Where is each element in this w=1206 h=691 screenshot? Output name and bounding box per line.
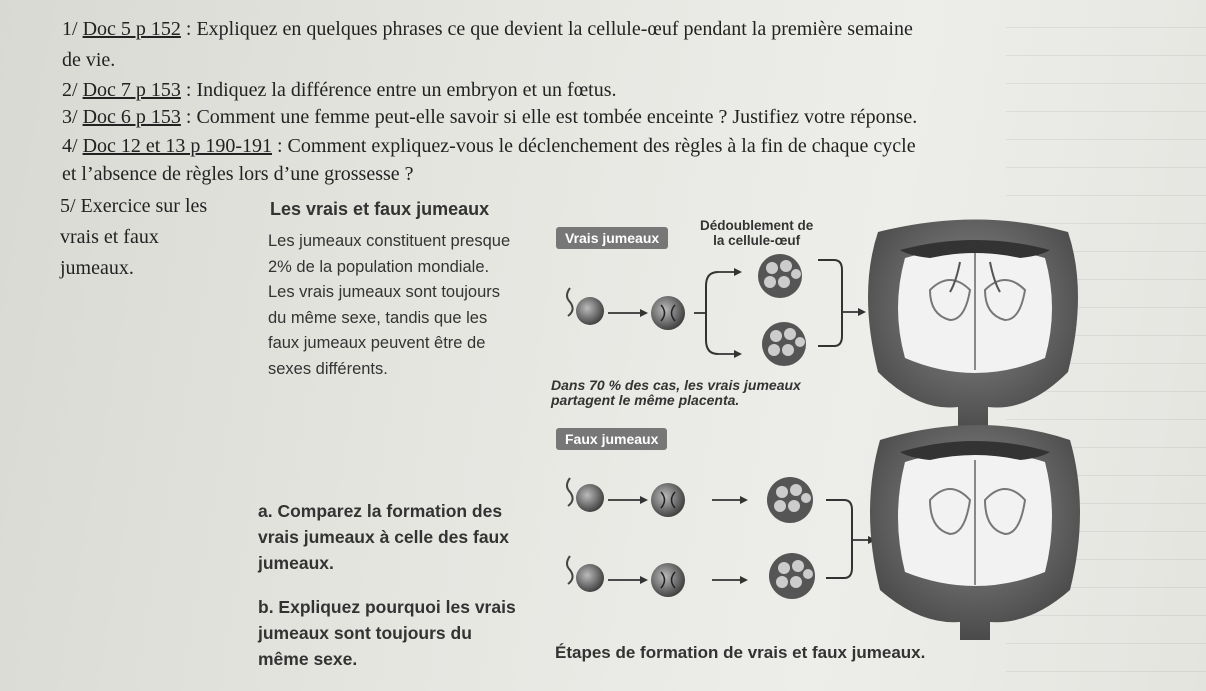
label-egg-split-line1: Dédoublement de bbox=[700, 218, 814, 233]
label-egg-split bbox=[700, 218, 813, 248]
uterus-shared-placenta bbox=[868, 220, 1078, 436]
sperm-tail bbox=[567, 288, 573, 316]
label-fraternal-twins: Faux jumeaux bbox=[556, 428, 667, 450]
question-1-text: : Expliquez en quelques phrases ce que devient la cellule-œuf pendant la première semaine bbox=[180, 18, 913, 40]
split-bracket-left bbox=[706, 272, 718, 354]
label-egg-split-line2: la cellule-œuf bbox=[713, 233, 801, 248]
placenta-note-line1: Dans 70 % des cas, les vrais jumeaux bbox=[551, 377, 801, 393]
placenta-note-line2: partagent le même placenta. bbox=[551, 392, 740, 408]
egg-cell bbox=[576, 297, 604, 325]
question-4-text: : Comment expliquez-vous le déclenchement des règles à la fin de chaque cycle bbox=[271, 135, 916, 157]
question-1-continuation: de vie. bbox=[62, 49, 116, 71]
question-4-continuation: et l’absence de règles lors d’une grossesse ? bbox=[62, 163, 414, 185]
question-4-reference: Doc 12 et 13 p 190-191 bbox=[82, 135, 272, 157]
figure-caption: Étapes de formation de vrais et faux jumeaux. bbox=[555, 643, 926, 662]
label-identical-twins: Vrais jumeaux bbox=[556, 227, 668, 249]
fraternal-twins-diagram bbox=[567, 425, 1080, 640]
question-1-number: 1/ bbox=[62, 18, 78, 40]
uterus-two-placentas bbox=[870, 425, 1080, 640]
doc-intro: Les jumeaux constituent presque 2% de la population mondiale. Les vrais jumeaux sont toujours du même sexe, tandis que les faux jumeaux peuvent être de sexes différents. bbox=[268, 232, 511, 378]
question-2-text: : Indiquez la différence entre un embryon et un fœtus. bbox=[180, 79, 617, 101]
question-3-reference: Doc 6 p 153 bbox=[82, 106, 181, 128]
exercise-label-line2: vrais et faux bbox=[60, 226, 159, 248]
question-3-number: 3/ bbox=[62, 106, 78, 128]
split-bracket-right bbox=[818, 260, 842, 346]
question-1-reference: Doc 5 p 152 bbox=[82, 18, 181, 40]
question-4-number: 4/ bbox=[62, 135, 78, 157]
question-2-reference: Doc 7 p 153 bbox=[82, 79, 181, 101]
doc-question-a: a. Comparez la formation des vrais jumeaux à celle des faux jumeaux. bbox=[258, 501, 509, 573]
morula-bottom bbox=[762, 322, 806, 366]
morula-top bbox=[758, 254, 802, 298]
question-3-text: : Comment une femme peut-elle savoir si elle est tombée enceinte ? Justifiez votre réponse. bbox=[180, 106, 918, 128]
doc-title: Les vrais et faux jumeaux bbox=[270, 199, 490, 219]
exercise-label-line3: jumeaux. bbox=[60, 257, 134, 279]
doc-question-b: b. Expliquez pourquoi les vrais jumeaux sont toujours du même sexe. bbox=[258, 597, 516, 669]
two-cell-stage bbox=[651, 296, 685, 330]
question-2-number: 2/ bbox=[62, 79, 78, 101]
exercise-label-line1: 5/ Exercice sur les bbox=[60, 195, 208, 217]
